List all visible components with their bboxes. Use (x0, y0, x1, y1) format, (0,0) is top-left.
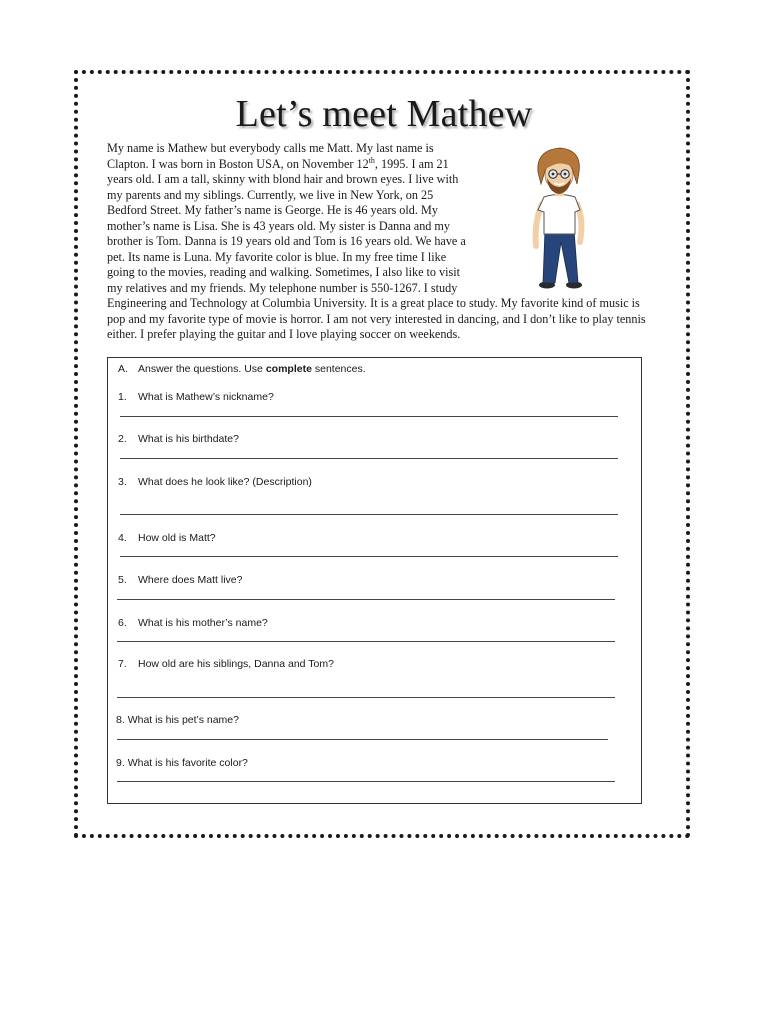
answer-line[interactable] (117, 599, 615, 600)
question-number: 9. (116, 757, 125, 769)
question-1 (118, 391, 274, 403)
reading-line: brother is Tom. Danna is 19 years old and Tom is 16 years old. We have a (107, 234, 466, 248)
section-label: A. (118, 363, 128, 375)
question-text: What is Mathew’s nickname? (138, 391, 274, 403)
answer-line[interactable] (117, 641, 615, 642)
reading-line: pet. Its name is Luna. My favorite color is blue. In my free time I like (107, 249, 447, 264)
question-7 (118, 658, 334, 670)
reading-line: my relatives and my friends. My telephone number is 550-1267. I study (107, 280, 458, 295)
instructions-bold: complete (265, 363, 312, 375)
answer-line[interactable] (120, 416, 618, 417)
left-eye (552, 173, 555, 176)
reading-line: years old. I am a tall, skinny with blond hair and brown eyes. I live with (107, 172, 459, 186)
question-number: 3. (118, 476, 127, 488)
question-5 (118, 574, 242, 586)
question-number: 4. (118, 532, 127, 544)
page-title: Let’s meet Mathew (235, 93, 533, 135)
question-number: 1. (118, 391, 127, 403)
reading-line-part: , 1995. I am 21 (374, 156, 449, 171)
question-text: What is his favorite color? (127, 757, 248, 769)
question-number: 8. (116, 714, 125, 726)
question-4 (118, 532, 216, 544)
question-number: 6. (118, 617, 127, 629)
question-number: 2. (118, 433, 127, 445)
question-text: What is his mother’s name? (138, 617, 268, 629)
reading-line: Engineering and Technology at Columbia University. It is a great place to study. My favorite kind of music is (107, 296, 640, 310)
question-text: What is his birthdate? (138, 433, 239, 445)
question-number: 7. (118, 658, 127, 670)
question-2 (118, 433, 239, 445)
answer-line[interactable] (120, 458, 618, 459)
instructions (118, 363, 366, 375)
question-text: How old is Matt? (138, 532, 216, 544)
question-text: Where does Matt live? (138, 574, 243, 586)
answer-line[interactable] (117, 697, 615, 698)
question-text: What does he look like? (Description) (138, 476, 312, 488)
answer-line[interactable] (120, 514, 618, 515)
question-text: What is his pet’s name? (127, 714, 239, 726)
question-number: 5. (118, 574, 127, 586)
right-eye (564, 173, 567, 176)
reading-line: pop and my favorite type of movie is horror. I am not very interested in dancing, and I don’t like to play tennis (107, 311, 646, 326)
matt-cartoon-illustration (522, 142, 596, 292)
answer-line[interactable] (117, 739, 608, 740)
answer-line[interactable] (120, 556, 618, 557)
jeans (543, 230, 578, 283)
reading-line: mother’s name is Lisa. She is 43 years old. My sister is Danna and my (107, 218, 451, 233)
question-text: How old are his siblings, Danna and Tom? (138, 658, 334, 670)
question-9 (116, 757, 248, 769)
reading-line: Bedford Street. My father’s name is George. He is 46 years old. My (107, 203, 438, 217)
reading-line: My name is Mathew but everybody calls me Matt. My last name is (107, 141, 434, 155)
reading-line: my parents and my siblings. Currently, we live in New York, on 25 (107, 187, 434, 202)
reading-line: either. I prefer playing the guitar and I love playing soccer on weekends. (107, 327, 461, 341)
question-3 (118, 476, 312, 488)
reading-line-part: Clapton. I was born in Boston USA, on November 12 (107, 156, 369, 171)
instructions-text: Answer the questions. Use (138, 363, 266, 375)
question-6 (118, 617, 268, 629)
ordinal-suffix: th (368, 155, 375, 165)
instructions-text-end: sentences. (311, 363, 366, 375)
shirt (538, 195, 580, 235)
answer-line[interactable] (117, 781, 615, 782)
question-8 (116, 714, 239, 726)
reading-line: going to the movies, reading and walking. Sometimes, I also like to visit (107, 265, 461, 279)
